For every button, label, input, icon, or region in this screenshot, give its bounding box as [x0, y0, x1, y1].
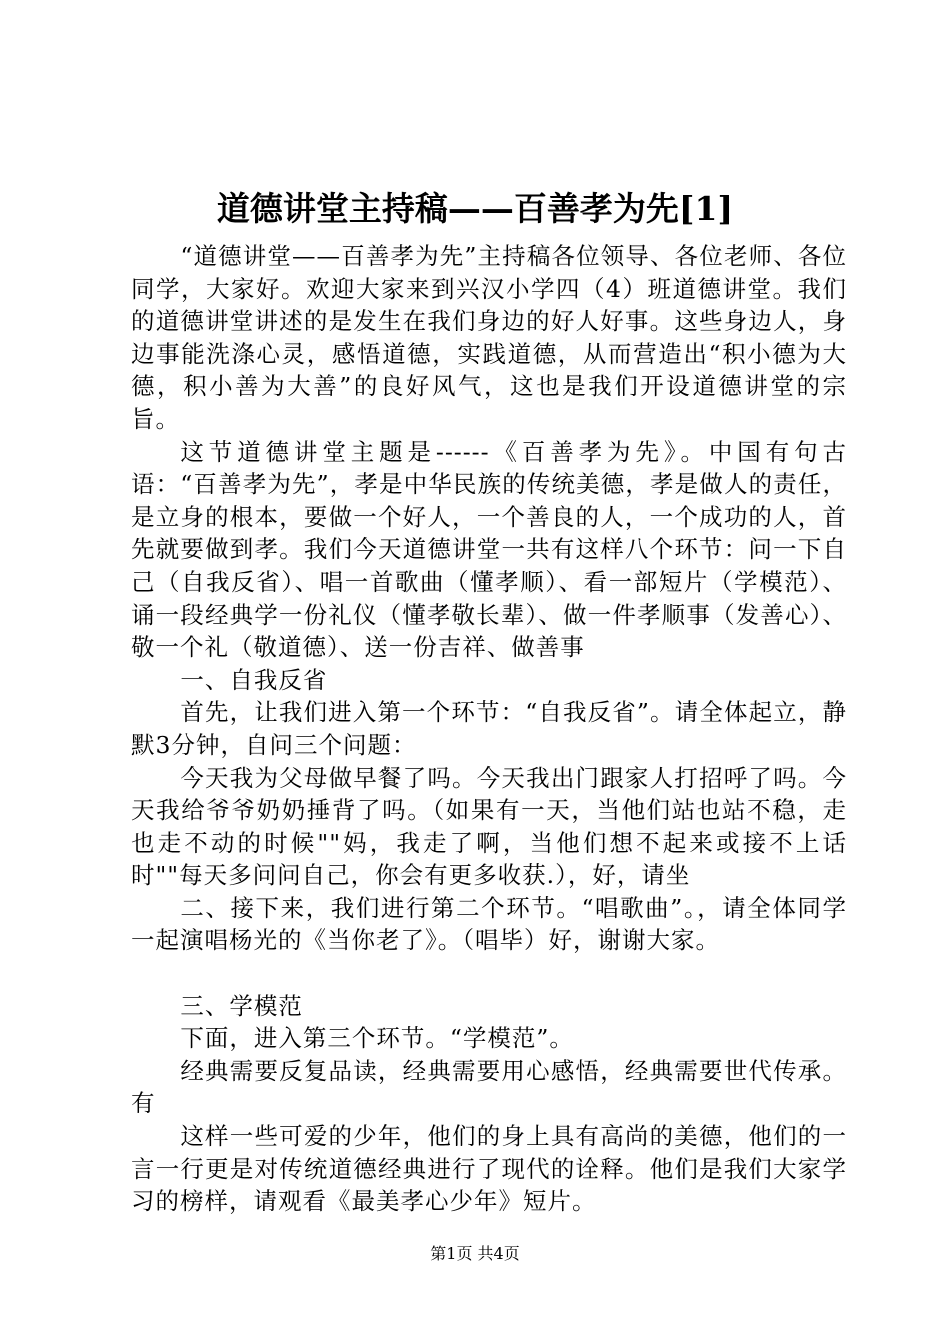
page-footer: 第1页 共4页 — [430, 1244, 520, 1263]
document-body — [131, 240, 847, 1218]
paragraph-section-1-questions: 今天我为父母做早餐了吗。今天我出门跟家人打招呼了吗。今天我给爷爷奶奶捶背了吗。（如果有一天，当他们站也站不稳，走也走不动的时候""妈，我走了啊，当他们想不起来或接不上话时""每天多问问自己，你会有更多收获.），好，请坐 — [131, 763, 847, 890]
section-heading-3: 三、学模范 — [180, 991, 303, 1020]
blank-line — [131, 957, 847, 990]
paragraph-section-1-intro: 首先，让我们进入第一个环节：“自我反省”。请全体起立，静默3分钟，自问三个问题： — [131, 698, 847, 759]
paragraph-intro: “道德讲堂——百善孝为先”主持稿各位领导、各位老师、各位同学，大家好。欢迎大家来到兴汉小学四（4）班道德讲堂。我们的道德讲堂讲述的是发生在我们身边的好人好事。这些身边人，身边事能洗涤心灵，感悟道德，实践道德，从而营造出“积小德为大德，积小善为大善”的良好风气，这也是我们开设道德讲堂的宗旨。 — [131, 242, 847, 433]
document-title: 道德讲堂主持稿——百善孝为先[1] — [216, 189, 734, 228]
paragraph-section-2: 二、接下来，我们进行第二个环节。“唱歌曲”。，请全体同学一起演唱杨光的《当你老了》。（唱毕）好，谢谢大家。 — [131, 893, 847, 955]
section-heading-1: 一、自我反省 — [180, 665, 328, 694]
paragraph-section-3-intro: 下面，进入第三个环节。“学模范”。 — [180, 1024, 574, 1053]
paragraph-theme: 这节道德讲堂主题是------《百善孝为先》。中国有句古语：“百善孝为先”，孝是中华民族的传统美德，孝是做人的责任，是立身的根本，要做一个好人，一个善良的人，一个成功的人，首先就要做到孝。我们今天道德讲堂一共有这样八个环节：问一下自己（自我反省）、唱一首歌曲（懂孝顺）、看一部短片（学模范）、诵一段经典学一份礼仪（懂孝敬长辈）、做一件孝顺事（发善心）、敬一个礼（敬道德）、送一份吉祥、做善事 — [131, 437, 847, 662]
paragraph-role-models: 这样一些可爱的少年，他们的身上具有高尚的美德，他们的一言一行更是对传统道德经典进行了现代的诠释。他们是我们大家学习的榜样，请观看《最美孝心少年》短片。 — [131, 1122, 847, 1216]
paragraph-classics: 经典需要反复品读，经典需要用心感悟，经典需要世代传承。有 — [131, 1056, 847, 1118]
